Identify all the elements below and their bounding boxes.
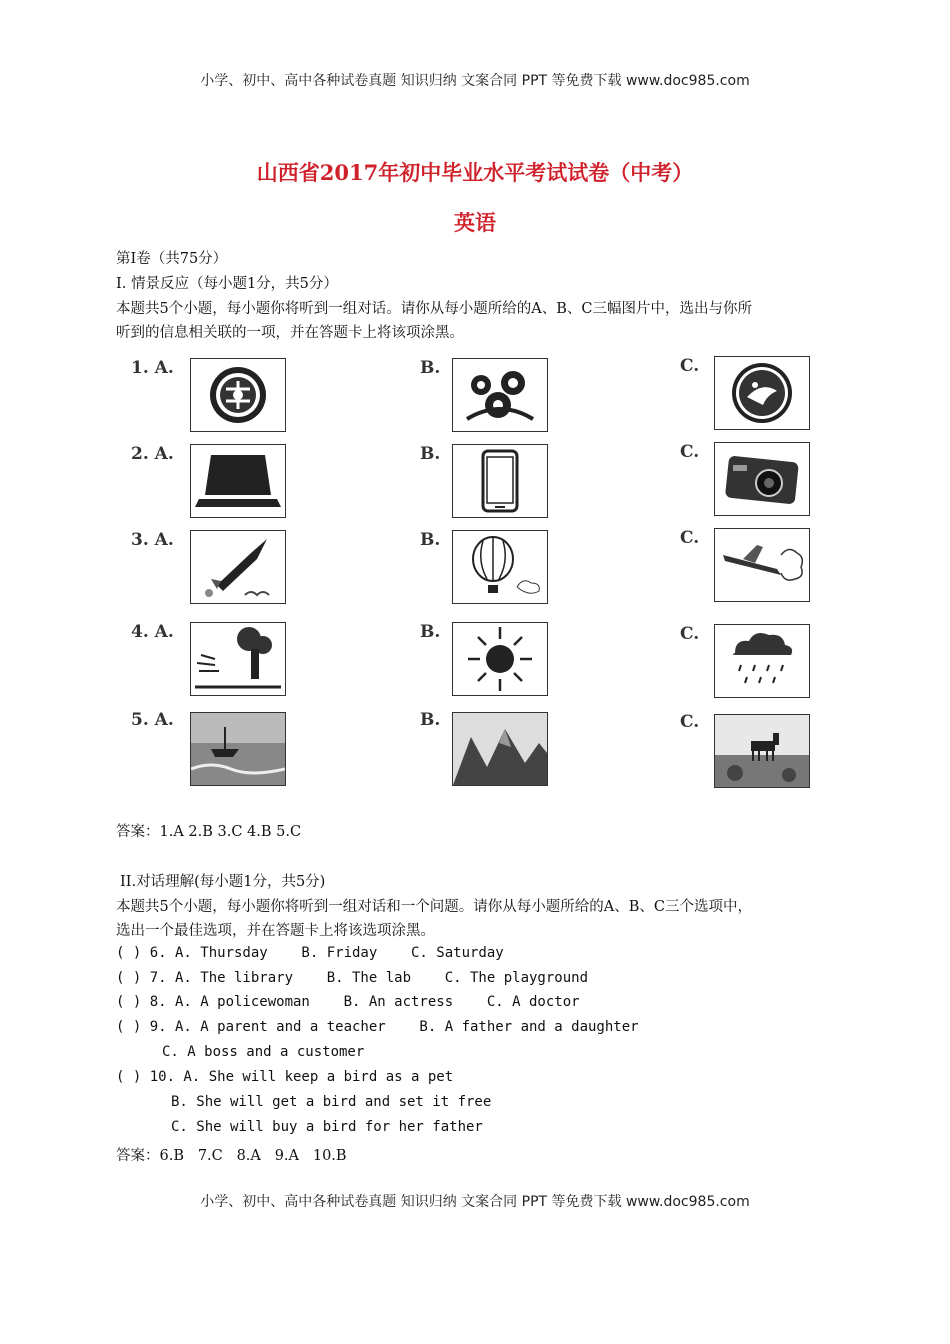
rocket-icon <box>190 530 286 604</box>
mountains-icon <box>452 712 548 786</box>
section2-answer: 答案：6.B 7.C 8.A 9.A 10.B <box>116 1148 347 1164</box>
q5-c-label: C. <box>680 712 700 732</box>
question-10-option-c: C. She will buy a bird for her father <box>171 1119 483 1135</box>
question-9-option-c: C. A boss and a customer <box>162 1044 365 1060</box>
part-heading: 第I卷（共75分） <box>116 251 228 267</box>
rain-cloud-icon <box>714 624 810 698</box>
q1-label: 1. A. <box>131 358 174 378</box>
q5-b-label: B. <box>420 710 441 730</box>
q4-c-label: C. <box>680 624 700 644</box>
section2-instructions-cont: 选出一个最佳选项，并在答题卡上将该选项涂黑。 <box>116 923 435 939</box>
exam-subject: 英语 <box>454 210 496 235</box>
q2-c-label: C. <box>680 442 700 462</box>
airplane-icon <box>714 528 810 602</box>
hot-air-balloon-icon <box>452 530 548 604</box>
q3-b-label: B. <box>420 530 441 550</box>
section1-answer: 答案：1.A 2.B 3.C 4.B 5.C <box>116 824 302 840</box>
question-8: ( ) 8. A. A policewoman B. An actress C. A doctor <box>116 994 580 1010</box>
q3-label: 3. A. <box>131 530 174 550</box>
q1-b-label: B. <box>420 358 441 378</box>
q3-c-label: C. <box>680 528 700 548</box>
paper-cut-bird-icon <box>714 356 810 430</box>
horse-grassland-icon <box>714 714 810 788</box>
smartphone-icon <box>452 444 548 518</box>
q4-label: 4. A. <box>131 622 174 642</box>
section1-instructions-cont: 听到的信息相关联的一项，并在答题卡上将该项涂黑。 <box>116 325 464 341</box>
page-header: 小学、初中、高中各种试卷真题 知识归纳 文案合同 PPT 等免费下载 www.doc985.com <box>200 73 750 89</box>
laptop-icon <box>190 444 286 518</box>
q5-label: 5. A. <box>131 710 174 730</box>
question-9: ( ) 9. A. A parent and a teacher B. A father and a daughter <box>116 1019 639 1035</box>
section1-instructions: 本题共5个小题，每小题你将听到一组对话。请你从每小题所给的A、B、C三幅图片中，选出与你所 <box>116 301 752 317</box>
q4-b-label: B. <box>420 622 441 642</box>
question-6: ( ) 6. A. Thursday B. Friday C. Saturday <box>116 945 504 961</box>
section1-heading: I. 情景反应（每小题1分，共5分） <box>116 276 338 292</box>
question-10-option-b: B. She will get a bird and set it free <box>171 1094 492 1110</box>
page-footer: 小学、初中、高中各种试卷真题 知识归纳 文案合同 PPT 等免费下载 www.doc985.com <box>200 1194 750 1210</box>
question-7: ( ) 7. A. The library B. The lab C. The playground <box>116 970 589 986</box>
section2-heading: II.对话理解(每小题1分，共5分) <box>120 874 326 890</box>
exam-title: 山西省2017年初中毕业水平考试试卷（中考） <box>256 160 694 185</box>
sun-icon <box>452 622 548 696</box>
q2-label: 2. A. <box>131 444 174 464</box>
question-10: ( ) 10. A. She will keep a bird as a pet <box>116 1069 454 1085</box>
windy-tree-icon <box>190 622 286 696</box>
section2-instructions: 本题共5个小题，每小题你将听到一组对话和一个问题。请你从每小题所给的A、B、C三个选项中， <box>116 899 752 915</box>
q1-c-label: C. <box>680 356 700 376</box>
camera-icon <box>714 442 810 516</box>
paper-cut-round-icon <box>190 358 286 432</box>
boat-beach-icon <box>190 712 286 786</box>
paper-cut-flowers-icon <box>452 358 548 432</box>
q2-b-label: B. <box>420 444 441 464</box>
